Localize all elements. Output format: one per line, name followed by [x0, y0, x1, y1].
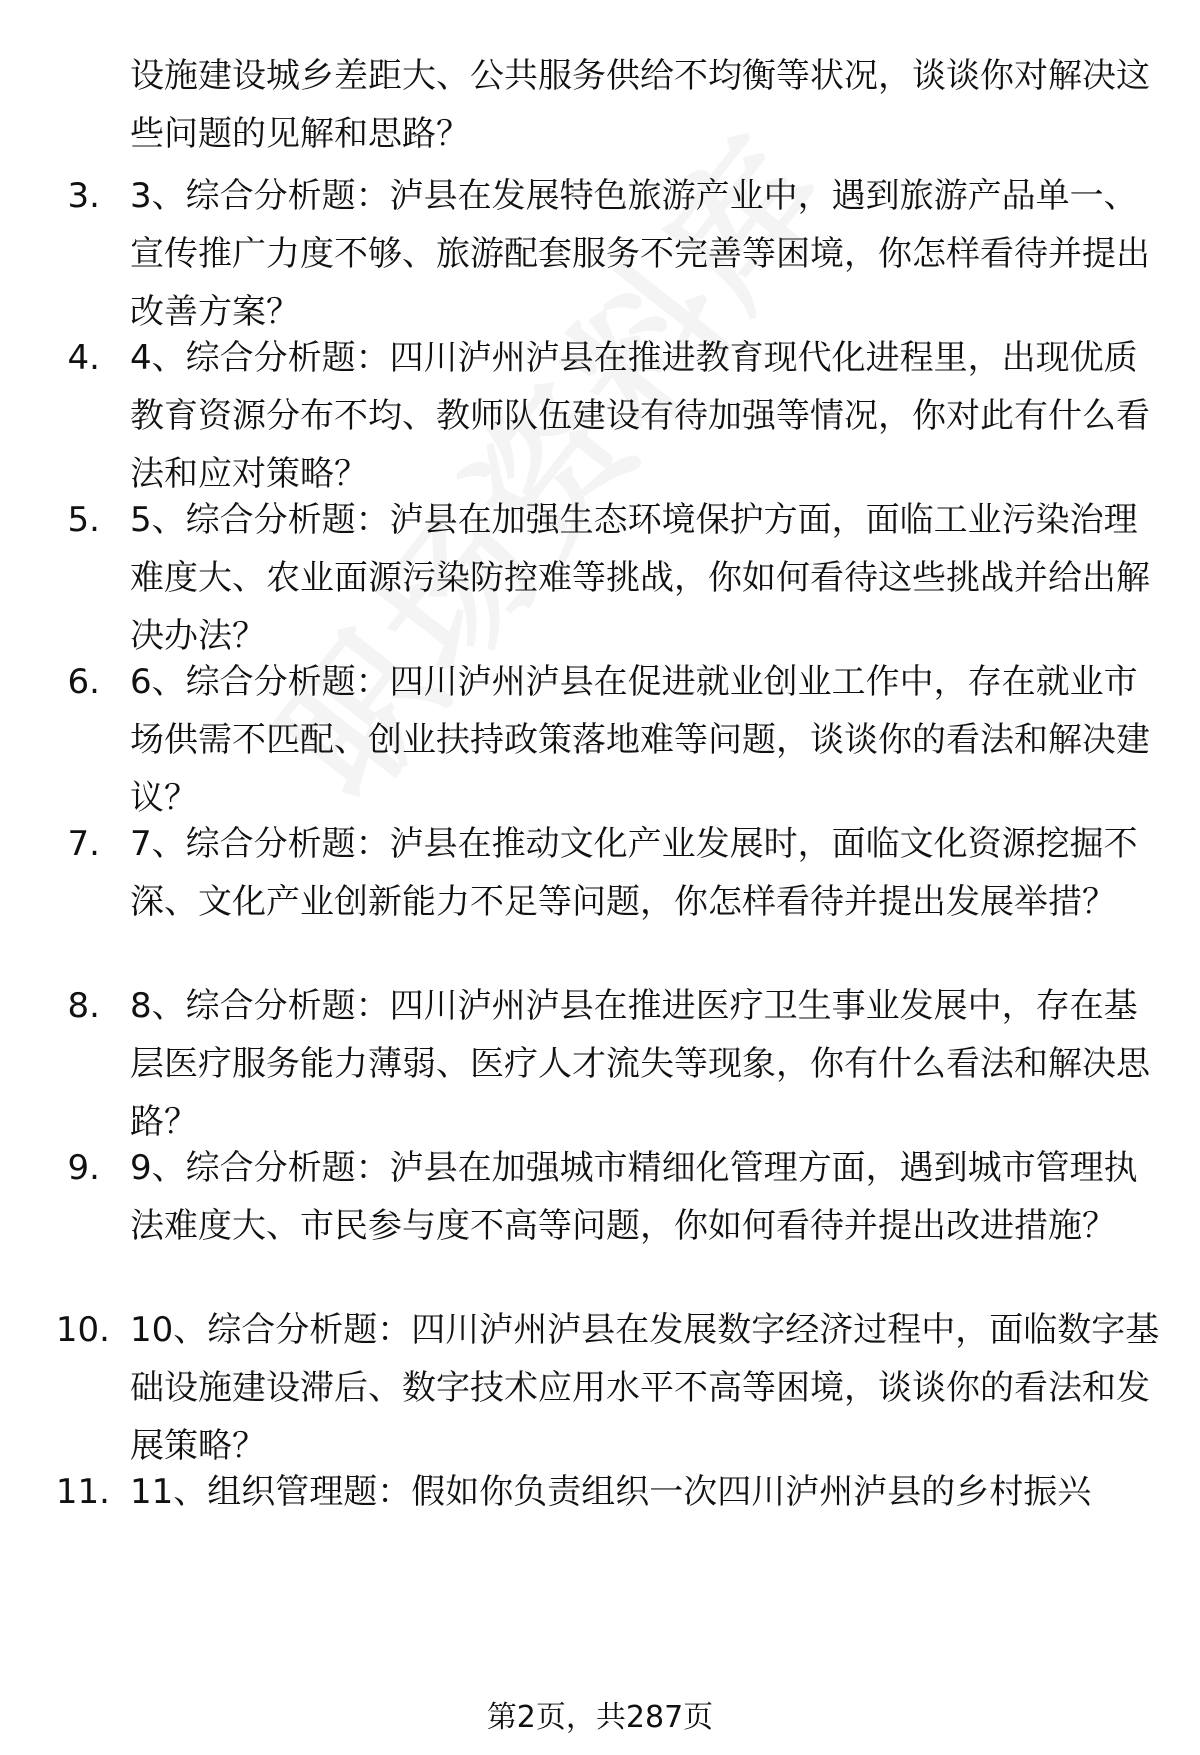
item-text: 3、综合分析题：泸县在发展特色旅游产业中，遇到旅游产品单一、宣传推广力度不够、旅游配套服务不完善等困境，你怎样看待并提出改善方案？	[130, 176, 1150, 332]
page-number-footer: 第2页，共287页	[486, 1700, 714, 1735]
item-text: 10、综合分析题：四川泸州泸县在发展数字经济过程中，面临数字基础设施建设滞后、数字技术应用水平不高等困境，谈谈你的看法和发展策略？	[130, 1310, 1160, 1466]
item-text: 6、综合分析题：四川泸州泸县在促进就业创业工作中，存在就业市场供需不匹配、创业扶持政策落地难等问题，谈谈你的看法和解决建议？	[130, 662, 1150, 818]
item-text: 8、综合分析题：四川泸州泸县在推进医疗卫生事业发展中，存在基层医疗服务能力薄弱、医疗人才流失等现象，你有什么看法和解决思路？	[130, 986, 1150, 1142]
item-text: 9、综合分析题：泸县在加强城市精细化管理方面，遇到城市管理执法难度大、市民参与度不高等问题，你如何看待并提出改进措施？	[130, 1148, 1138, 1246]
item-number: 6.	[67, 662, 100, 702]
item-number: 4.	[67, 338, 100, 378]
item-number: 3.	[67, 176, 100, 216]
item-number: 9.	[67, 1148, 100, 1188]
item-number: 5.	[67, 500, 100, 540]
item-number: 7.	[67, 824, 100, 864]
item-number: 8.	[67, 986, 100, 1026]
item-text: 设施建设城乡差距大、公共服务供给不均衡等状况，谈谈你对解决这些问题的见解和思路？	[130, 56, 1150, 154]
item-text: 7、综合分析题：泸县在推动文化产业发展时，面临文化资源挖掘不深、文化产业创新能力不足等问题，你怎样看待并提出发展举措？	[130, 824, 1138, 922]
item-text: 5、综合分析题：泸县在加强生态环境保护方面，面临工业污染治理难度大、农业面源污染防控难等挑战，你如何看待这些挑战并给出解决办法？	[130, 500, 1150, 656]
item-text: 11、组织管理题：假如你负责组织一次四川泸州泸县的乡村振兴	[130, 1472, 1092, 1512]
item-number: 11.	[55, 1472, 110, 1512]
item-number: 10.	[55, 1310, 110, 1350]
item-text: 4、综合分析题：四川泸州泸县在推进教育现代化进程里，出现优质教育资源分布不均、教师队伍建设有待加强等情况，你对此有什么看法和应对策略？	[130, 338, 1150, 494]
